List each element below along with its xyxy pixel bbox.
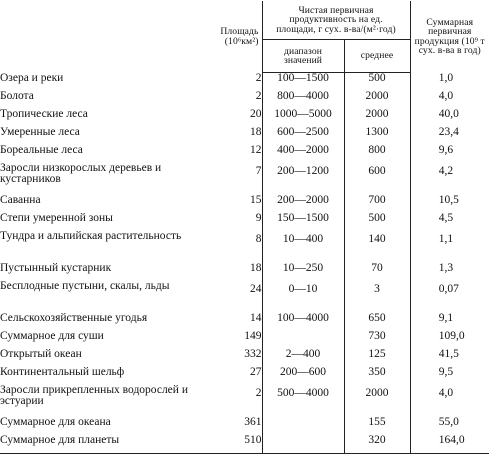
ecosystem-name: Степи умеренной зоны [0,213,113,224]
range-value: 500—4000 [262,385,344,417]
ecosystem-name: Тропические леса [0,109,88,120]
total-value-text: 9,1 [438,313,454,324]
header-range [262,40,344,73]
ecosystem-name: Тундра и альпийская растительность [0,231,182,242]
ecosystem-name: Заросли прикрепленных водорослей и эстуарии [0,385,188,408]
area-value: 15 [250,195,262,206]
area-value: 510 [202,435,262,454]
total-value-text: 10,5 [438,195,459,206]
total-value-text: 9,5 [438,367,454,378]
mean-value: 350 [344,367,410,385]
ecosystem-name: Пустынный кустарник [0,263,112,274]
header-ecosystem [0,1,202,73]
header-total [410,1,489,73]
mean-value: 700 [344,195,410,213]
area-value: 149 [244,331,262,342]
area-value: 14 [250,313,262,324]
mean-value: 1300 [344,127,410,145]
total-value-text: 4,2 [438,165,454,177]
mean-value: 125 [344,349,410,367]
ecosystem-name: Озера и реки [0,72,64,84]
range-value: 150—1500 [262,213,344,231]
table-row [0,281,489,313]
ecosystem-name: Континентальный шельф [0,367,125,378]
mean-value: 730 [344,331,410,349]
total-value [410,349,489,367]
range-value: 100—1500 [262,73,344,92]
total-value [410,313,489,331]
range-value: 10—250 [262,263,344,281]
total-value-text: 9,6 [438,145,454,156]
area-value: 18 [250,127,262,138]
table-row [0,313,489,331]
total-value [410,331,489,349]
total-value-text: 0,07 [438,283,459,295]
total-value-text: 23,4 [438,127,459,138]
range-value: 100—4000 [262,313,344,331]
total-value [410,385,489,417]
table-row [0,263,489,281]
range-value: 200—1200 [262,163,344,195]
table-row [0,195,489,213]
total-value-text: 41,5 [438,349,459,360]
total-value [410,281,489,313]
table-row [0,163,489,195]
header-mean-label: среднее [360,50,394,62]
area-value: 361 [244,417,262,428]
ecosystem-name: Сельскохозяйственные угодья [0,313,148,324]
mean-value: 2000 [344,385,410,417]
range-value [262,331,344,349]
mean-value: 155 [344,417,410,435]
range-value: 200—2000 [262,195,344,213]
range-value: 800—4000 [262,91,344,109]
ecosystem-name: Умеренные леса [0,127,80,138]
table-row [0,417,489,435]
area-value: 2 [255,91,262,102]
table-row [0,91,489,109]
mean-value: 2000 [344,109,410,127]
mean-value: 140 [344,231,410,263]
ecosystem-name: Бесплодные пустыни, скалы, льды [0,281,170,292]
mean-value: 320 [344,435,410,454]
table-row [0,385,489,417]
range-value: 200—600 [262,367,344,385]
total-value-text: 1,1 [438,233,454,245]
range-value: 1000—5000 [262,109,344,127]
header-npp-label: Чистая первичная продуктивность на ед. площади, г сух. в-ва/(м²·год) [276,4,396,35]
mean-value: 800 [344,145,410,163]
total-value-text: 4,5 [438,213,454,224]
header-mean [344,40,410,73]
range-value: 400—2000 [262,145,344,163]
table-row [0,435,489,454]
total-value [410,127,489,145]
total-value [410,145,489,163]
area-value: 24 [250,283,262,295]
total-value-text: 55,0 [438,417,459,428]
total-value [410,435,489,454]
table-row [0,73,489,92]
ecosystem-name: Суммарное для океана [0,417,111,428]
mean-value: 70 [344,263,410,281]
total-value [410,73,489,92]
header-npp-per-area [262,1,410,40]
mean-value: 2000 [344,91,410,109]
table-row [0,331,489,349]
mean-value: 650 [344,313,410,331]
total-value-text: 40,0 [438,109,459,120]
mean-value: 3 [344,281,410,313]
area-value: 2 [255,387,262,399]
table-row [0,349,489,367]
area-value: 27 [250,367,262,378]
table-row [0,145,489,163]
total-value [410,263,489,281]
ecosystem-name: Болота [0,91,34,102]
table-body [0,73,489,454]
table-row [0,213,489,231]
range-value [262,435,344,454]
total-value [410,231,489,263]
range-value: 2—400 [262,349,344,367]
total-value-text: 164,0 [438,435,465,446]
productivity-table [0,1,489,454]
area-value: 2 [255,72,262,84]
range-value: 10—400 [262,231,344,263]
total-value [410,109,489,127]
total-value-text: 4,0 [438,91,454,102]
ecosystem-name: Саванна [0,195,41,206]
range-value: 0—10 [262,281,344,313]
total-value [410,367,489,385]
mean-value: 600 [344,163,410,195]
table-row [0,127,489,145]
total-value-text: 1,3 [438,263,454,274]
mean-value: 500 [344,213,410,231]
total-value-text: 4,0 [438,387,454,399]
table-row [0,109,489,127]
ecosystem-name: Бореальные леса [0,145,83,156]
table-row [0,367,489,385]
table-row [0,231,489,263]
mean-value: 500 [344,73,410,92]
total-value-text: 109,0 [438,331,465,342]
area-value: 9 [255,213,262,224]
total-value [410,91,489,109]
area-value: 12 [250,145,262,156]
header-area [202,1,262,73]
area-value: 332 [244,349,262,360]
area-value: 18 [250,263,262,274]
range-value: 600—2500 [262,127,344,145]
total-value [410,213,489,231]
area-value: 20 [250,109,262,120]
total-value [410,417,489,435]
area-value: 7 [255,165,262,177]
total-value [410,195,489,213]
range-value [262,417,344,435]
total-value-text: 1,0 [438,72,454,84]
header-total-label: Суммарная первичная продукция (10⁹ т сух. в-ва в год) [414,16,485,57]
ecosystem-name: Заросли низкорослых деревьев и кустарников [0,163,162,186]
header-area-label: Площадь (10⁶км²) [220,26,259,47]
header-range-label: диапазон значений [283,45,323,66]
ecosystem-name: Суммарное для суши [0,331,104,342]
ecosystem-name: Суммарное для планеты [0,435,202,454]
total-value [410,163,489,195]
ecosystem-name: Открытый океан [0,349,82,360]
area-value: 8 [255,233,262,245]
